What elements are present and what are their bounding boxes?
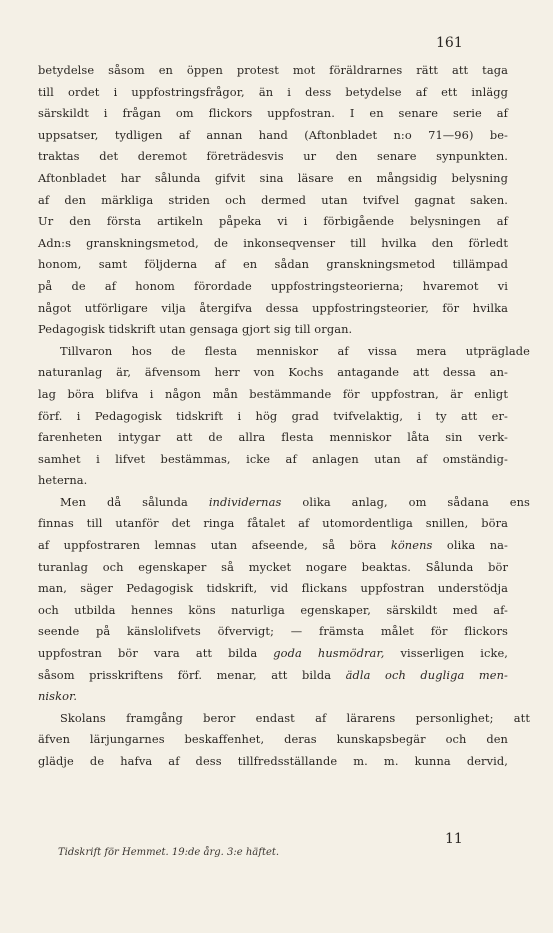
italic-text: ädla och dugliga men- [345,667,508,682]
body-text [38,60,530,773]
text-line: betydelse såsom en öppen protest mot föräldrarnes rätt att taga [38,63,508,77]
text-line: äfven lärjungarnes beskaffenhet, deras kunskapsbegär och den [38,732,508,747]
text-line: naturanlag är, äfvensom herr von Kochs antagande att dessa an- [38,365,508,380]
text-line: lag böra blifva i någon mån bestämmande för uppfostran, är enligt [38,386,508,401]
text-line: på de af honom förordade uppfostringsteorierna; hvaremot vi [38,278,508,293]
italic-text: individernas [208,494,282,509]
text-line: heterna. [38,473,88,488]
italic-text: goda husmödrar, [273,646,385,661]
text-line: finnas till utanför det ringa fåtalet af utomordentliga snillen, böra [38,516,508,531]
text-line: traktas det deremot företrädesvis ur den senare synpunkten. [38,149,508,164]
text-line [38,686,508,708]
text-line: uppsatser, tydligen af annan hand (Aftonbladet n:o 71—96) be- [38,127,508,142]
text-line: glädje de hafva af dess tillfredsställande m. m. kunna dervid, [38,754,508,768]
text-line: och utbilda hennes köns naturliga egenskaper, särskildt med af- [38,602,508,617]
text-line: Adn:s granskningsmetod, de inkonseqvenser till hvilka den förledt [38,235,508,250]
text-line: Tillvaron hos de flesta menniskor af vissa mera utpräglade [60,343,530,358]
text-line: man, säger Pedagogisk tidskrift, vid flickans uppfostran understödja [38,581,508,596]
text-line: något utförligare vilja återgifva dessa uppfostringsteorier, för hvilka [38,300,508,315]
text-line: förf. i Pedagogisk tidskrift i hög grad tvifvelaktig, i ty att er- [38,408,508,423]
signature-mark: 11 [445,831,463,847]
text-line: samhet i lifvet bestämmas, icke af anlagen utan af omständig- [38,451,508,466]
text-line: Aftonbladet har sålunda gifvit sina läsare en mångsidig belysning [38,170,508,185]
text-line: Pedagogisk tidskrift utan gensaga gjort sig till organ. [38,322,353,337]
text-line: såsom prisskriftens förf. menar, att bilda ädla och dugliga men- [38,667,508,682]
text-line: till ordet i uppfostringsfrågor, än i dess betydelse af ett inlägg [38,84,508,99]
text-line: farenheten intygar att de allra flesta menniskor låta sin verk- [38,430,508,445]
text-line: särskildt i frågan om flickors uppfostran. I en senare serie af [38,106,508,121]
text-line: honom, samt följderna af en sådan granskningsmetod tillämpad [38,257,508,272]
text-line: Ur den första artikeln påpeka vi i förbigående belysningen af [38,214,508,229]
text-line: af uppfostraren lemnas utan afseende, så böra könens olika na- [38,538,508,553]
italic-text: niskor. [38,689,78,704]
text-line: af den märkliga striden och dermed utan tvifvel gagnat saken. [38,192,508,207]
text-line: Men då sålunda individernas olika anlag, om sådana ens [60,494,530,509]
text-line: Skolans framgång beror endast af lärarens personlighet; att [60,710,530,725]
text-line: uppfostran bör vara att bilda goda husmödrar, visserligen icke, [38,646,509,661]
italic-text: könens [390,538,433,553]
footer-journal-note: Tidskrift för Hemmet. 19:de årg. 3:e häftet. [58,847,280,858]
text-line: turanlag och egenskaper så mycket nogare beaktas. Sålunda bör [38,559,508,574]
text-line: seende på känslolifvets öfvervigt; — främsta målet för flickors [38,624,508,639]
page-number: 161 [436,35,463,51]
